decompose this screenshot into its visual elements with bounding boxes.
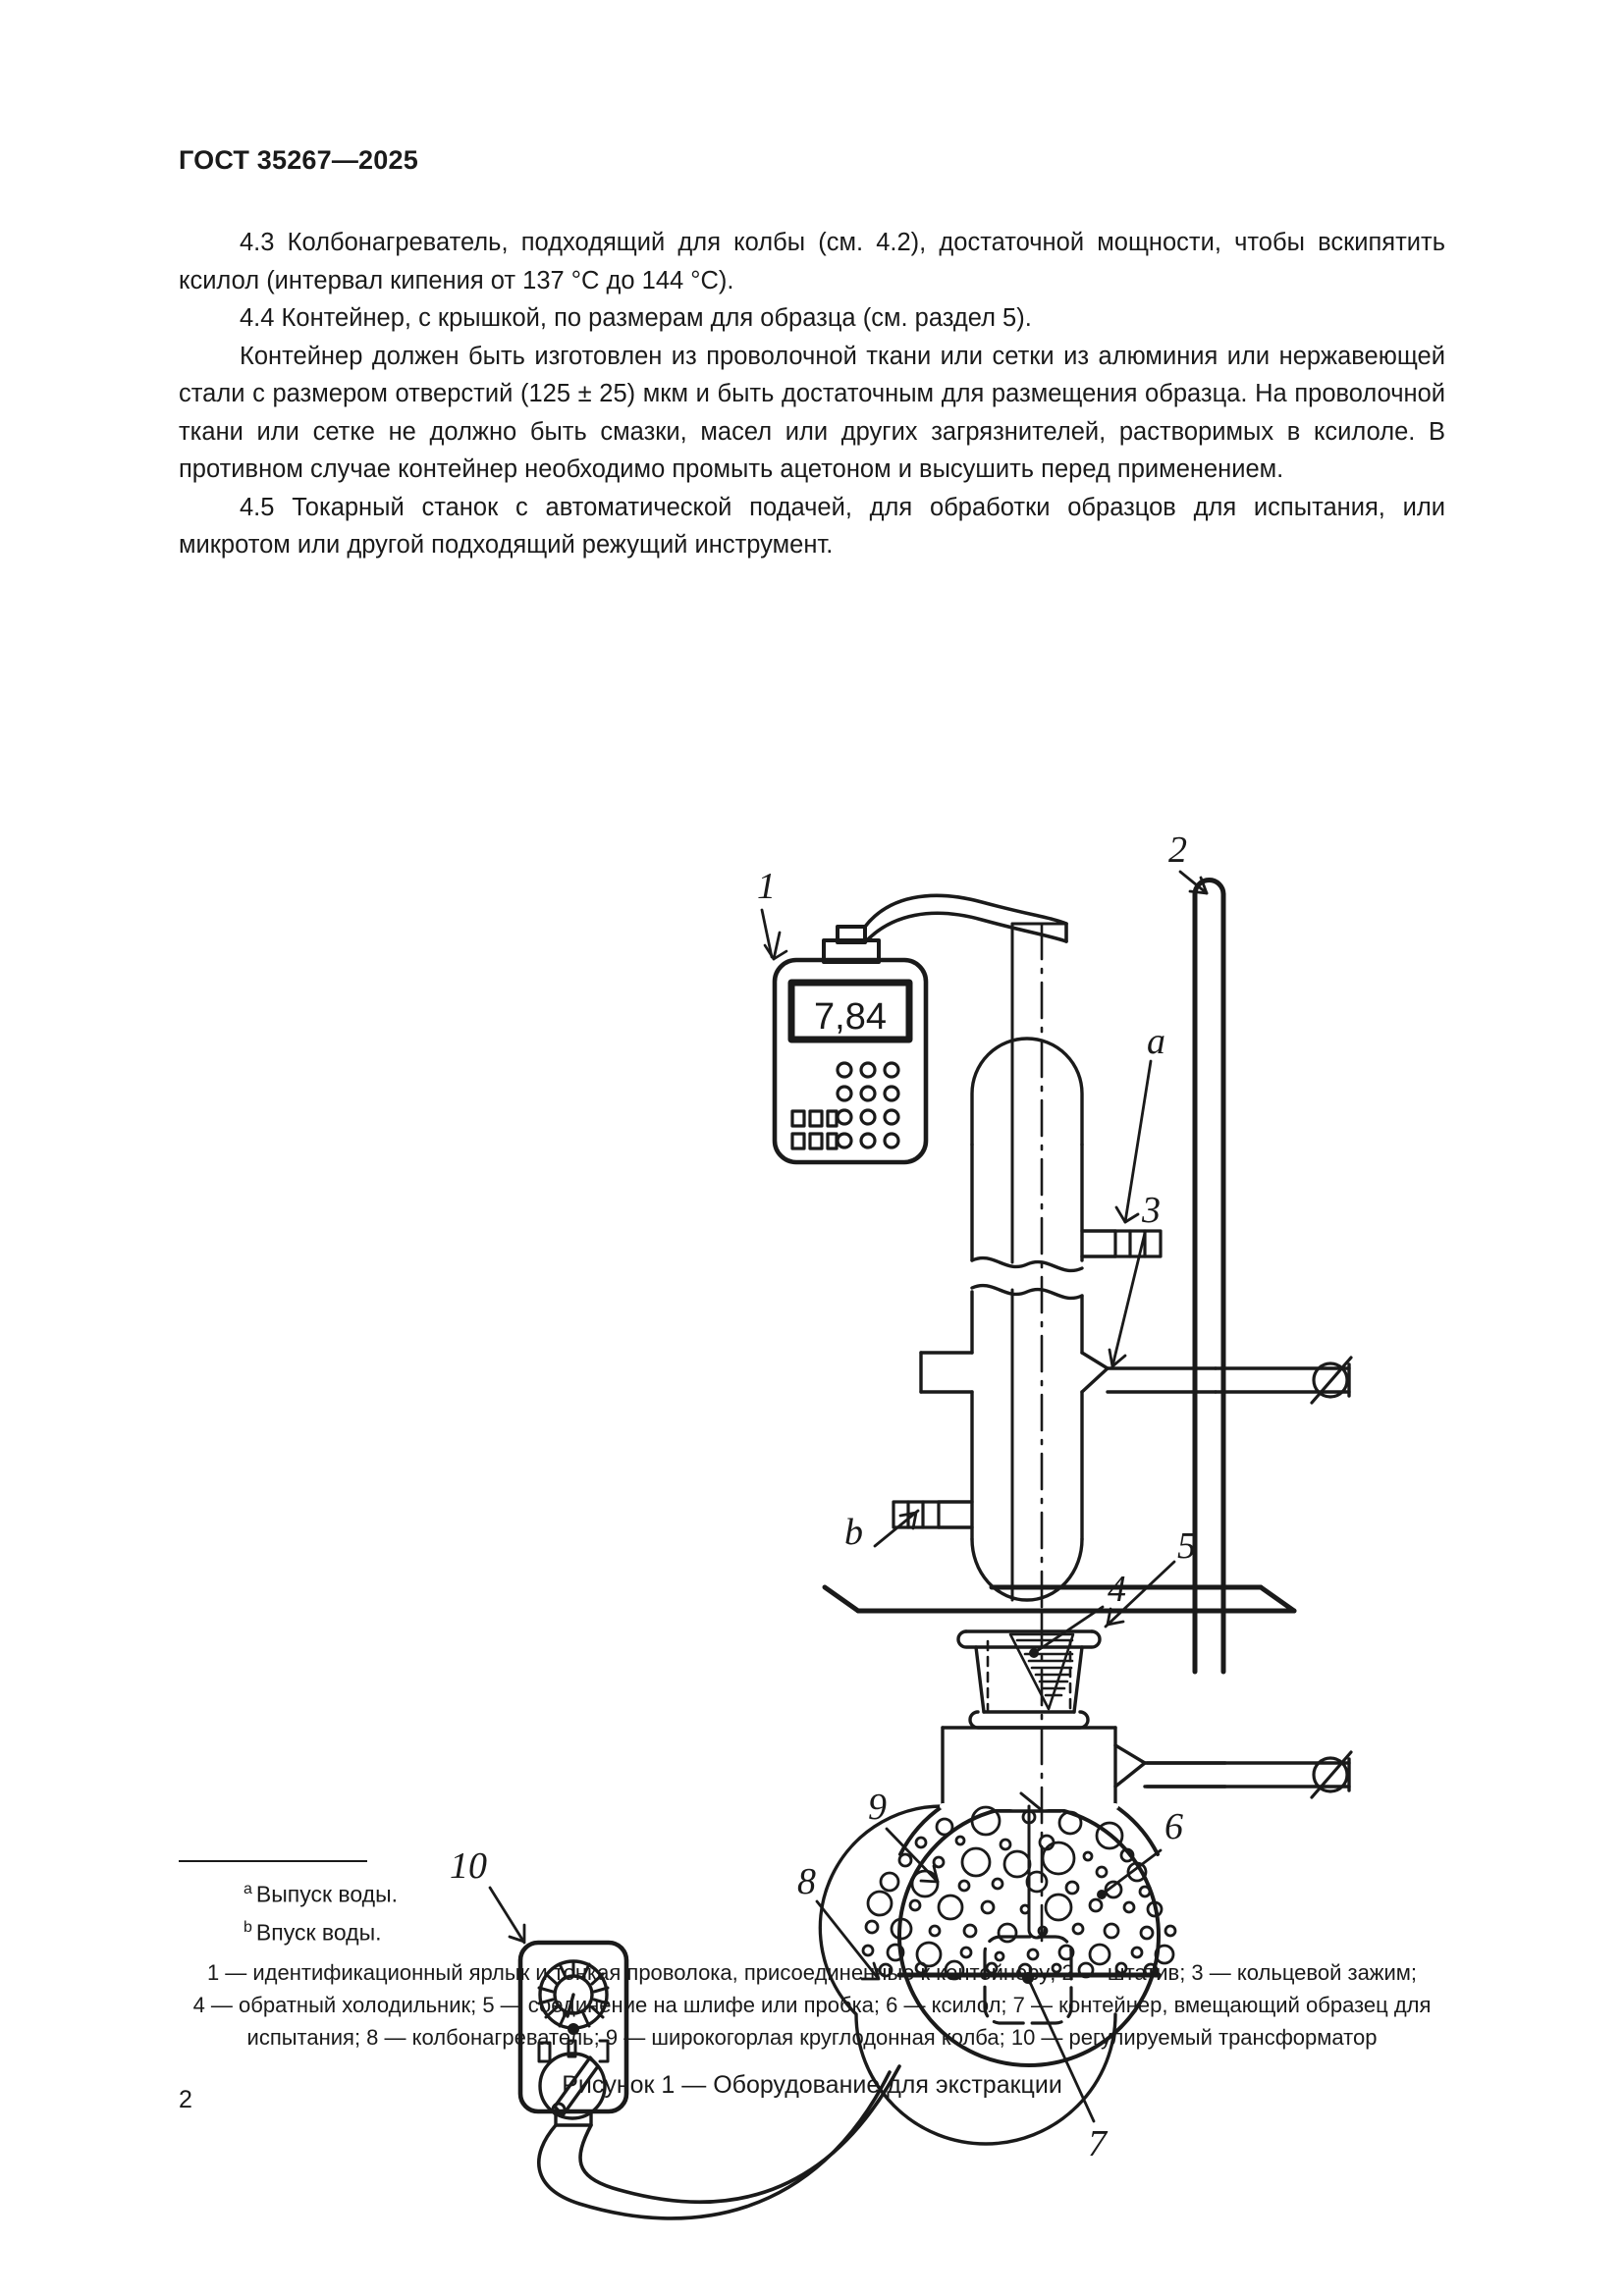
- callout-label-6: 6: [1164, 1806, 1183, 1847]
- footnote-text-a: Выпуск воды.: [255, 1881, 399, 1907]
- footnote-separator: [179, 1860, 367, 1862]
- footnote-text-b: Впуск воды.: [255, 1919, 382, 1946]
- paragraph-4-4: 4.4 Контейнер, с крышкой, по размерам для образца (см. раздел 5).: [240, 304, 1032, 332]
- condenser-body: [921, 924, 1216, 1611]
- meter-display-value: 7,84: [814, 996, 887, 1038]
- digital-meter: [775, 927, 926, 1162]
- body-text-block: [179, 224, 1445, 564]
- paragraph-4-5: 4.5 Токарный станок с автоматической подачей, для обработки образцов для испытания, или микротом или другой подходящий режущий инструмент.: [179, 493, 1445, 559]
- xylene-bubbles: [863, 1807, 1175, 1979]
- callout-leaders: [490, 872, 1207, 2121]
- paragraph-4-3: 4.3 Колбонагреватель, подходящий для колбы (см. 4.2), достаточной мощности, чтобы вскипятить ксилол (интервал кипения от 137 °С до 144 °С).: [179, 229, 1445, 294]
- callout-label-2: 2: [1168, 829, 1187, 871]
- footnote-marker-a: a: [244, 1881, 252, 1897]
- callout-label-7: 7: [1088, 2123, 1107, 2164]
- callout-label-3: 3: [1142, 1190, 1161, 1231]
- legend-line-1: 1 — идентификационный ярлык и тонкая проволока, присоединенные к контейнеру; 2 — штатив; 3 — кольцевой зажим;: [206, 1960, 1418, 1985]
- paragraph-container-spec: Контейнер должен быть изготовлен из проволочной ткани или сетки из алюминия или нержавеющей стали с размером отверстий (125 ± 25) мкм и быть достаточным для размещения образца. На проволочной ткани или сетке не должно быть смазки, масел или других загрязнителей, растворимых в ксилоле. В противном случае контейнер необходимо промыть ацетоном и высушить перед применением.: [179, 342, 1445, 483]
- callout-label-9: 9: [868, 1787, 887, 1828]
- callout-label-1: 1: [757, 866, 776, 907]
- water-outlet-port: [1082, 1231, 1161, 1256]
- page-header: ГОСТ 35267—2025: [179, 145, 418, 175]
- flask-neck: [943, 1728, 1225, 1806]
- callout-label-10: 10: [450, 1845, 487, 1887]
- footnote-marker-b: b: [244, 1918, 252, 1936]
- callout-label-5: 5: [1177, 1525, 1196, 1567]
- callout-label-8: 8: [797, 1861, 816, 1902]
- footnote-a: [244, 1873, 398, 1911]
- legend-line-3: испытания; 8 — колбонагреватель; 9 — широкогорлая круглодонная колба; 10 — регулируемый трансформатор: [246, 2025, 1378, 2050]
- ground-glass-joint: [958, 1631, 1100, 1728]
- footnote-b: [244, 1911, 398, 1949]
- callout-label-a: a: [1147, 1021, 1165, 1062]
- figure-legend: [179, 1956, 1445, 2054]
- ring-clamp-lower: [1147, 1752, 1351, 1797]
- callout-label-b: b: [844, 1512, 863, 1553]
- stand-rod: [1195, 881, 1223, 1673]
- legend-line-2: 4 — обратный холодильник; 5 — соединение на шлифе или пробка; 6 — ксилол; 7 — контейнер, вмещающий образец для: [192, 1993, 1432, 2017]
- figure-caption: Рисунок 1 — Оборудование для экстракции: [562, 2071, 1062, 2099]
- callout-label-4: 4: [1108, 1569, 1126, 1610]
- meter-cable: [865, 895, 1066, 942]
- page-number: 2: [179, 2086, 192, 2113]
- figure-footnotes: [244, 1873, 398, 1949]
- ring-clamp-upper: [1216, 1358, 1351, 1403]
